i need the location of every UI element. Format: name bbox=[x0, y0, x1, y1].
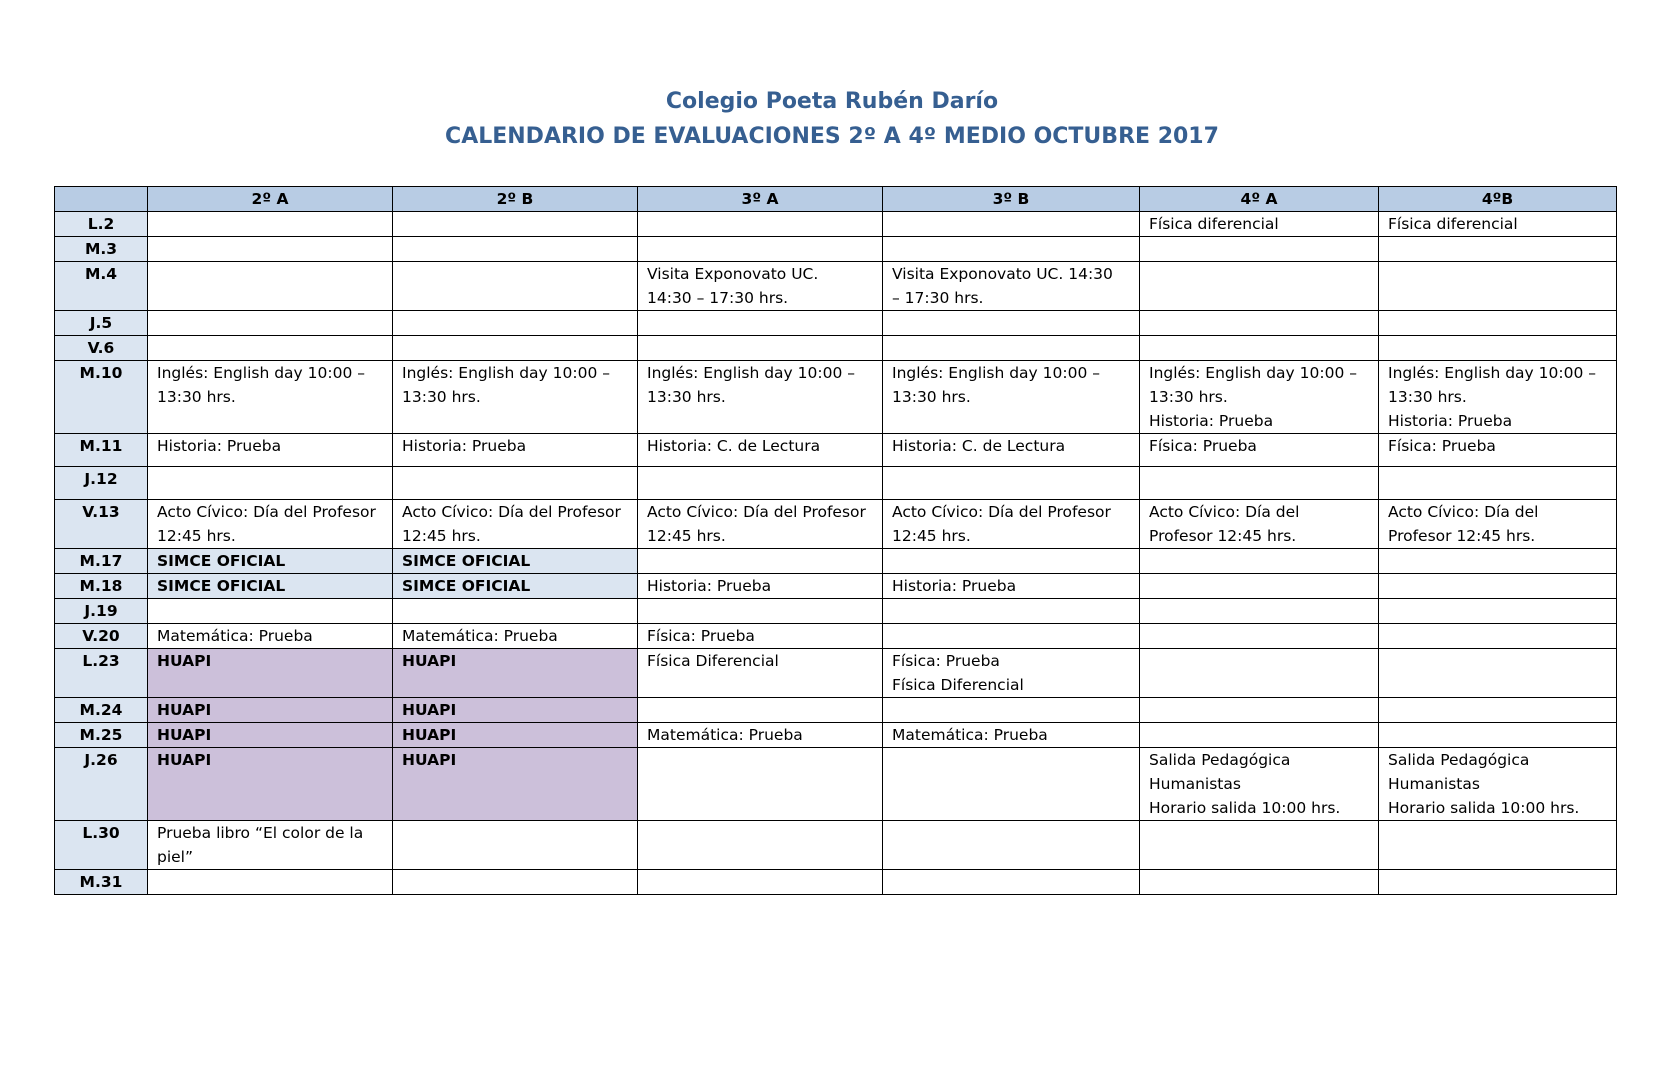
table-cell bbox=[1140, 311, 1379, 336]
table-cell bbox=[148, 549, 393, 574]
cell-text: HUAPI bbox=[402, 701, 457, 719]
cell-text: – 17:30 hrs. bbox=[892, 289, 984, 307]
cell-text: 13:30 hrs. bbox=[1149, 388, 1228, 406]
table-cell bbox=[883, 237, 1140, 262]
table-cell bbox=[1379, 599, 1617, 624]
cell-text: 12:45 hrs. bbox=[892, 527, 971, 545]
cell-text: piel” bbox=[157, 848, 194, 866]
cell-text: Prueba libro “El color de la bbox=[157, 824, 364, 842]
table-row bbox=[55, 624, 1617, 649]
table-row bbox=[55, 748, 1617, 821]
cell-text: Física diferencial bbox=[1149, 215, 1279, 233]
cell-text: 13:30 hrs. bbox=[157, 388, 236, 406]
cell-text: 13:30 hrs. bbox=[892, 388, 971, 406]
table-row bbox=[55, 311, 1617, 336]
table-row bbox=[55, 237, 1617, 262]
table-row bbox=[55, 361, 1617, 434]
table-cell bbox=[148, 336, 393, 361]
table-cell bbox=[1379, 336, 1617, 361]
table-cell bbox=[148, 311, 393, 336]
table-cell bbox=[1140, 574, 1379, 599]
table-cell bbox=[638, 434, 883, 467]
table-cell bbox=[1379, 434, 1617, 467]
table-cell bbox=[393, 599, 638, 624]
day-label: M.18 bbox=[55, 574, 148, 599]
table-cell bbox=[638, 599, 883, 624]
table-cell bbox=[1379, 821, 1617, 870]
table-cell bbox=[1140, 821, 1379, 870]
table-cell bbox=[393, 748, 638, 821]
cell-text: Acto Cívico: Día del Profesor bbox=[157, 503, 376, 521]
cell-text: Humanistas bbox=[1149, 775, 1241, 793]
day-label: M.31 bbox=[55, 870, 148, 895]
table-cell bbox=[1379, 237, 1617, 262]
cell-text: SIMCE OFICIAL bbox=[157, 552, 286, 570]
cell-text: Acto Cívico: Día del Profesor bbox=[647, 503, 866, 521]
table-cell bbox=[883, 723, 1140, 748]
cell-text: Física: Prueba bbox=[647, 627, 755, 645]
cell-text: Acto Cívico: Día del bbox=[1149, 503, 1300, 521]
document-title: CALENDARIO DE EVALUACIONES 2º A 4º MEDIO OCTUBRE 2017 bbox=[445, 124, 1219, 149]
column-header-course: 2º B bbox=[393, 187, 638, 212]
cell-text: 13:30 hrs. bbox=[647, 388, 726, 406]
table-cell bbox=[1379, 723, 1617, 748]
cell-text: 12:45 hrs. bbox=[402, 527, 481, 545]
day-label: M.25 bbox=[55, 723, 148, 748]
table-cell bbox=[638, 467, 883, 500]
table-cell bbox=[883, 748, 1140, 821]
table-cell bbox=[1140, 212, 1379, 237]
table-cell bbox=[148, 467, 393, 500]
day-label: M.11 bbox=[55, 434, 148, 467]
cell-text: 12:45 hrs. bbox=[647, 527, 726, 545]
table-cell bbox=[883, 361, 1140, 434]
column-header-day bbox=[55, 187, 148, 212]
cell-text: Física: Prueba bbox=[1388, 437, 1496, 455]
table-cell bbox=[393, 434, 638, 467]
table-cell bbox=[883, 500, 1140, 549]
cell-text: Acto Cívico: Día del bbox=[1388, 503, 1539, 521]
table-row bbox=[55, 599, 1617, 624]
table-cell bbox=[393, 467, 638, 500]
table-cell bbox=[1379, 748, 1617, 821]
cell-text: Física diferencial bbox=[1388, 215, 1518, 233]
table-cell bbox=[883, 870, 1140, 895]
table-cell bbox=[1379, 649, 1617, 698]
table-cell bbox=[883, 624, 1140, 649]
table-cell bbox=[393, 821, 638, 870]
table-row bbox=[55, 212, 1617, 237]
cell-text: Física Diferencial bbox=[892, 676, 1024, 694]
table-cell bbox=[393, 262, 638, 311]
day-label: J.12 bbox=[55, 467, 148, 500]
table-cell bbox=[1140, 723, 1379, 748]
cell-text: Historia: Prueba bbox=[157, 437, 282, 455]
cell-text: HUAPI bbox=[402, 751, 457, 769]
table-cell bbox=[638, 311, 883, 336]
table-cell bbox=[638, 262, 883, 311]
table-cell bbox=[883, 649, 1140, 698]
table-cell bbox=[1379, 361, 1617, 434]
table-cell bbox=[883, 821, 1140, 870]
table-cell bbox=[1140, 237, 1379, 262]
table-cell bbox=[883, 311, 1140, 336]
cell-text: Inglés: English day 10:00 – bbox=[892, 364, 1100, 382]
cell-text: Matemática: Prueba bbox=[647, 726, 803, 744]
table-row bbox=[55, 434, 1617, 467]
table-cell bbox=[148, 649, 393, 698]
day-label: M.17 bbox=[55, 549, 148, 574]
table-cell bbox=[393, 649, 638, 698]
table-cell bbox=[638, 870, 883, 895]
cell-text: HUAPI bbox=[157, 701, 212, 719]
cell-text: Matemática: Prueba bbox=[157, 627, 313, 645]
table-cell bbox=[1379, 574, 1617, 599]
cell-text: Visita Exponovato UC. 14:30 bbox=[892, 265, 1113, 283]
cell-text: Humanistas bbox=[1388, 775, 1480, 793]
column-header-course: 3º A bbox=[638, 187, 883, 212]
cell-text: 13:30 hrs. bbox=[1388, 388, 1467, 406]
table-cell bbox=[393, 698, 638, 723]
table-cell bbox=[148, 821, 393, 870]
cell-text: Historia: C. de Lectura bbox=[892, 437, 1066, 455]
cell-text: Historia: Prueba bbox=[1388, 412, 1513, 430]
column-header-course: 3º B bbox=[883, 187, 1140, 212]
table-cell bbox=[1140, 870, 1379, 895]
table-cell bbox=[1140, 599, 1379, 624]
table-cell bbox=[1379, 467, 1617, 500]
table-cell bbox=[638, 748, 883, 821]
cell-text: Salida Pedagógica bbox=[1388, 751, 1530, 769]
table-cell bbox=[1379, 262, 1617, 311]
cell-text: Matemática: Prueba bbox=[892, 726, 1048, 744]
table-cell bbox=[148, 434, 393, 467]
column-header-course: 2º A bbox=[148, 187, 393, 212]
cell-text: Historia: C. de Lectura bbox=[647, 437, 821, 455]
table-cell bbox=[883, 574, 1140, 599]
table-cell bbox=[883, 262, 1140, 311]
table-cell bbox=[148, 599, 393, 624]
cell-text: Historia: Prueba bbox=[892, 577, 1017, 595]
cell-text: Profesor 12:45 hrs. bbox=[1149, 527, 1297, 545]
day-label: J.19 bbox=[55, 599, 148, 624]
table-cell bbox=[1140, 467, 1379, 500]
table-cell bbox=[1140, 748, 1379, 821]
table-cell bbox=[1140, 361, 1379, 434]
table-cell bbox=[1140, 500, 1379, 549]
table-row bbox=[55, 549, 1617, 574]
table-cell bbox=[393, 237, 638, 262]
table-cell bbox=[393, 549, 638, 574]
table-row bbox=[55, 262, 1617, 311]
table-cell bbox=[393, 624, 638, 649]
table-row bbox=[55, 649, 1617, 698]
cell-text: Horario salida 10:00 hrs. bbox=[1149, 799, 1341, 817]
table-cell bbox=[638, 549, 883, 574]
cell-text: Historia: Prueba bbox=[1149, 412, 1274, 430]
cell-text: Salida Pedagógica bbox=[1149, 751, 1291, 769]
cell-text: Acto Cívico: Día del Profesor bbox=[402, 503, 621, 521]
table-cell bbox=[883, 336, 1140, 361]
table-cell bbox=[148, 723, 393, 748]
cell-text: HUAPI bbox=[157, 751, 212, 769]
table-cell bbox=[393, 311, 638, 336]
cell-text: Inglés: English day 10:00 – bbox=[647, 364, 855, 382]
cell-text: Acto Cívico: Día del Profesor bbox=[892, 503, 1111, 521]
table-cell bbox=[393, 361, 638, 434]
table-cell bbox=[883, 599, 1140, 624]
cell-text: Visita Exponovato UC. bbox=[647, 265, 819, 283]
table-cell bbox=[638, 624, 883, 649]
table-cell bbox=[1140, 698, 1379, 723]
table-cell bbox=[638, 500, 883, 549]
table-cell bbox=[1379, 500, 1617, 549]
table-cell bbox=[1140, 624, 1379, 649]
cell-text: Física: Prueba bbox=[1149, 437, 1257, 455]
cell-text: 12:45 hrs. bbox=[157, 527, 236, 545]
table-cell bbox=[148, 361, 393, 434]
cell-text: 13:30 hrs. bbox=[402, 388, 481, 406]
table-cell bbox=[393, 336, 638, 361]
table-cell bbox=[1379, 212, 1617, 237]
table-row bbox=[55, 870, 1617, 895]
table-row bbox=[55, 821, 1617, 870]
table-cell bbox=[393, 500, 638, 549]
table-cell bbox=[1379, 698, 1617, 723]
day-label: L.23 bbox=[55, 649, 148, 698]
table-cell bbox=[393, 723, 638, 748]
cell-text: Inglés: English day 10:00 – bbox=[402, 364, 610, 382]
cell-text: SIMCE OFICIAL bbox=[402, 552, 531, 570]
table-cell bbox=[883, 549, 1140, 574]
table-cell bbox=[638, 237, 883, 262]
school-name: Colegio Poeta Rubén Darío bbox=[665, 89, 999, 114]
cell-text: Inglés: English day 10:00 – bbox=[1388, 364, 1596, 382]
day-label: V.13 bbox=[55, 500, 148, 549]
cell-text: HUAPI bbox=[402, 726, 457, 744]
table-row bbox=[55, 336, 1617, 361]
table-row bbox=[55, 723, 1617, 748]
table-cell bbox=[638, 361, 883, 434]
table-cell bbox=[148, 237, 393, 262]
cell-text: Horario salida 10:00 hrs. bbox=[1388, 799, 1580, 817]
table-body bbox=[55, 212, 1617, 895]
day-label: M.24 bbox=[55, 698, 148, 723]
table-cell bbox=[638, 821, 883, 870]
cell-text: Profesor 12:45 hrs. bbox=[1388, 527, 1536, 545]
cell-text: Matemática: Prueba bbox=[402, 627, 558, 645]
table-cell bbox=[1379, 549, 1617, 574]
table-row bbox=[55, 500, 1617, 549]
table-row bbox=[55, 467, 1617, 500]
table-cell bbox=[1140, 336, 1379, 361]
document-header bbox=[0, 84, 1664, 154]
table-cell bbox=[883, 434, 1140, 467]
cell-text: Historia: Prueba bbox=[402, 437, 527, 455]
day-label: V.20 bbox=[55, 624, 148, 649]
table-cell bbox=[1379, 870, 1617, 895]
table-cell bbox=[148, 870, 393, 895]
table-cell bbox=[148, 698, 393, 723]
table-cell bbox=[1140, 549, 1379, 574]
table-row bbox=[55, 574, 1617, 599]
table-cell bbox=[1140, 262, 1379, 311]
table-cell bbox=[1379, 624, 1617, 649]
table-cell bbox=[638, 649, 883, 698]
table-cell bbox=[393, 212, 638, 237]
table-cell bbox=[1379, 311, 1617, 336]
table-cell bbox=[638, 336, 883, 361]
table-cell bbox=[393, 574, 638, 599]
cell-text: Inglés: English day 10:00 – bbox=[157, 364, 365, 382]
table-header-row bbox=[55, 187, 1617, 212]
cell-text: Inglés: English day 10:00 – bbox=[1149, 364, 1357, 382]
table-row bbox=[55, 698, 1617, 723]
column-header-course: 4º A bbox=[1140, 187, 1379, 212]
column-header-course: 4ºB bbox=[1379, 187, 1617, 212]
table-cell bbox=[638, 574, 883, 599]
table-cell bbox=[883, 467, 1140, 500]
table-cell bbox=[638, 723, 883, 748]
day-label: V.6 bbox=[55, 336, 148, 361]
cell-text: HUAPI bbox=[157, 652, 212, 670]
day-label: L.30 bbox=[55, 821, 148, 870]
table-cell bbox=[883, 212, 1140, 237]
cell-text: Física Diferencial bbox=[647, 652, 779, 670]
cell-text: HUAPI bbox=[157, 726, 212, 744]
table-cell bbox=[148, 748, 393, 821]
table-cell bbox=[393, 870, 638, 895]
cell-text: SIMCE OFICIAL bbox=[157, 577, 286, 595]
day-label: J.5 bbox=[55, 311, 148, 336]
cell-text: Física: Prueba bbox=[892, 652, 1000, 670]
day-label: J.26 bbox=[55, 748, 148, 821]
table-cell bbox=[883, 698, 1140, 723]
cell-text: 14:30 – 17:30 hrs. bbox=[647, 289, 789, 307]
day-label: M.10 bbox=[55, 361, 148, 434]
table-cell bbox=[148, 574, 393, 599]
table-cell bbox=[638, 212, 883, 237]
cell-text: HUAPI bbox=[402, 652, 457, 670]
cell-text: SIMCE OFICIAL bbox=[402, 577, 531, 595]
day-label: M.4 bbox=[55, 262, 148, 311]
table-cell bbox=[148, 500, 393, 549]
table-cell bbox=[148, 262, 393, 311]
table-cell bbox=[148, 624, 393, 649]
table-cell bbox=[1140, 649, 1379, 698]
table-cell bbox=[638, 698, 883, 723]
day-label: M.3 bbox=[55, 237, 148, 262]
cell-text: Historia: Prueba bbox=[647, 577, 772, 595]
table-cell bbox=[1140, 434, 1379, 467]
evaluation-calendar-table bbox=[54, 186, 1617, 895]
day-label: L.2 bbox=[55, 212, 148, 237]
table-cell bbox=[148, 212, 393, 237]
